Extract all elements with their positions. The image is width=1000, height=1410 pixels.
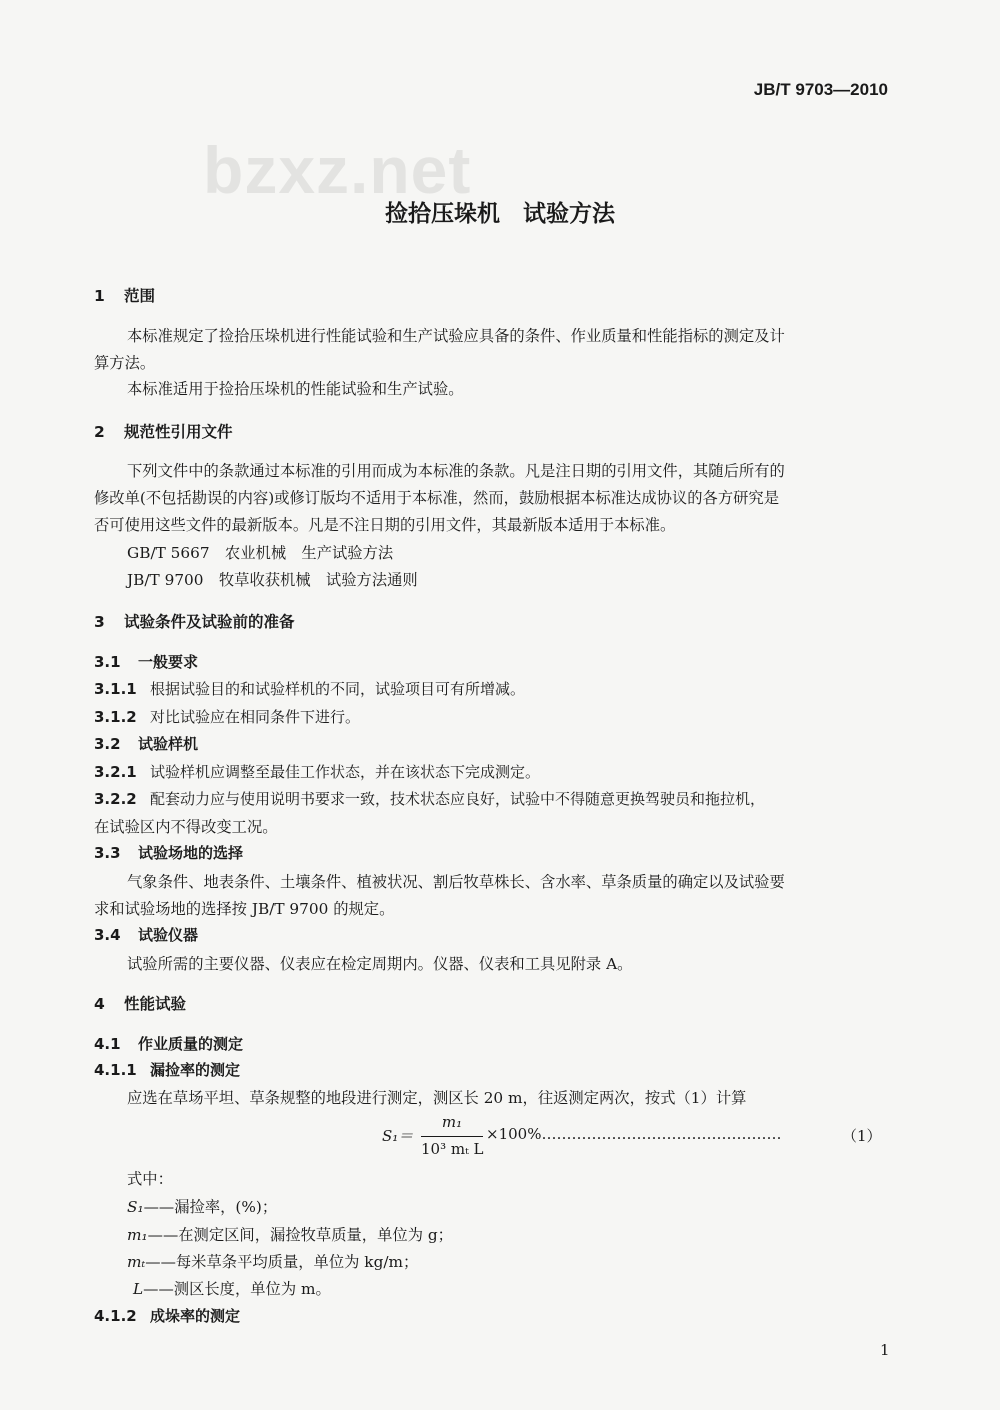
subsection-number: 3.2 — [94, 735, 121, 753]
variable-definition — [133, 1277, 331, 1299]
reference-item — [127, 541, 393, 563]
page-title: 捡拾压垛机 试验方法 — [385, 201, 615, 227]
reference-code: GB/T 5667 — [127, 544, 210, 562]
variable-symbol: m₁ — [127, 1226, 148, 1244]
section-title: 范围 — [124, 287, 156, 305]
section-title: 试验条件及试验前的准备 — [124, 613, 295, 631]
paragraph: 否可使用这些文件的最新版本。凡是不注日期的引用文件，其最新版本适用于本标准。 — [94, 516, 676, 534]
clause-text: 试验样机应调整至最佳工作状态，并在该状态下完成测定。 — [150, 763, 541, 781]
subsection-heading — [94, 924, 198, 945]
paragraph: 本标准适用于捡拾压垛机的性能试验和生产试验。 — [127, 380, 464, 398]
subsection-number: 4.1 — [94, 1035, 121, 1053]
paragraph: 本标准规定了捡拾压垛机进行性能试验和生产试验应具备的条件、作业质量和性能指标的测定及计 — [127, 327, 785, 345]
paragraph: 气象条件、地表条件、土壤条件、植被状况、割后牧草株长、含水率、草条质量的确定以及试验要 — [127, 873, 785, 891]
subsection-heading — [94, 1033, 243, 1054]
subsection-heading — [94, 651, 198, 672]
section-2-heading — [94, 420, 233, 442]
clause-text: 根据试验目的和试验样机的不同，试验项目可有所增减。 — [150, 680, 526, 698]
subsection-title: 试验样机 — [138, 735, 199, 753]
clause-title: 漏捡率的测定 — [150, 1061, 241, 1079]
variable-description: ——每米草条平均质量，单位为 kg/m； — [145, 1253, 419, 1271]
paragraph: 修改单(不包括勘误的内容)或修订版均不适用于本标准，然而，鼓励根据本标准达成协议的各方研究是 — [94, 489, 780, 507]
formula-number: （1） — [842, 1127, 882, 1145]
clause-number: 3.1.2 — [94, 708, 137, 726]
formula-lhs: S₁＝ — [382, 1127, 414, 1145]
paragraph: 试验所需的主要仪器、仪表应在检定周期内。仪器、仪表和工具见附录 A。 — [127, 955, 633, 973]
formula-rhs: ×100%………………………………………… — [486, 1125, 782, 1143]
clause-number: 4.1.1 — [94, 1061, 137, 1079]
clause-number: 3.2.1 — [94, 763, 137, 781]
clause — [94, 788, 765, 809]
subsection-title: 一般要求 — [138, 653, 199, 671]
reference-code: JB/T 9700 — [127, 571, 204, 589]
paragraph: 下列文件中的条款通过本标准的引用而成为本标准的条款。凡是注日期的引用文件，其随后所有的 — [127, 462, 785, 480]
clause — [94, 706, 360, 727]
variable-symbol: S₁ — [127, 1198, 144, 1216]
clause-number: 3.2.2 — [94, 790, 137, 808]
section-1-heading — [94, 284, 155, 306]
subsection-title: 作业质量的测定 — [138, 1035, 244, 1053]
variable-definition — [127, 1223, 453, 1245]
subsection-heading — [94, 842, 243, 863]
paragraph: 求和试验场地的选择按 JB/T 9700 的规定。 — [94, 900, 395, 918]
variable-description: ——漏捡率，(%)； — [143, 1198, 278, 1216]
section-4-heading — [94, 992, 186, 1014]
fraction-bar — [421, 1136, 483, 1137]
clause-number: 3.1.1 — [94, 680, 137, 698]
clause-heading — [94, 1059, 240, 1080]
paragraph: 算方法。 — [94, 354, 156, 372]
formula-numerator: m₁ — [441, 1113, 463, 1131]
variable-definition — [127, 1195, 277, 1217]
subsection-number: 3.4 — [94, 926, 121, 944]
section-title: 规范性引用文件 — [124, 423, 233, 441]
variable-description: ——在测定区间，漏捡牧草质量，单位为 g； — [147, 1226, 453, 1244]
subsection-number: 3.3 — [94, 844, 121, 862]
clause-title: 成垛率的测定 — [150, 1307, 241, 1325]
variable-definition — [127, 1250, 418, 1272]
page-number: 1 — [880, 1341, 890, 1359]
clause-text: 对比试验应在相同条件下进行。 — [150, 708, 361, 726]
reference-item — [127, 568, 418, 590]
clause-number: 4.1.2 — [94, 1307, 137, 1325]
paragraph: 应选在草场平坦、草条规整的地段进行测定，测区长 20 m，往返测定两次，按式（1）计算 — [127, 1089, 747, 1107]
section-number: 4 — [94, 995, 105, 1013]
section-number: 2 — [94, 423, 105, 441]
variable-symbol: mₜ — [127, 1253, 146, 1271]
section-number: 1 — [94, 287, 105, 305]
subsection-title: 试验场地的选择 — [138, 844, 244, 862]
subsection-title: 试验仪器 — [138, 926, 199, 944]
section-3-heading — [94, 610, 295, 632]
clause-heading — [94, 1305, 240, 1326]
reference-name: 农业机械 生产试验方法 — [224, 544, 394, 562]
subsection-number: 3.1 — [94, 653, 121, 671]
formula-denominator: 10³ mₜ L — [421, 1140, 484, 1158]
variable-description: ——测区长度，单位为 m。 — [143, 1280, 331, 1298]
where-label: 式中： — [127, 1170, 173, 1188]
clause — [94, 761, 540, 782]
variable-symbol: L — [133, 1280, 144, 1298]
reference-name: 牧草收获机械 试验方法通则 — [218, 571, 418, 589]
standard-number: JB/T 9703—2010 — [753, 80, 888, 99]
section-title: 性能试验 — [124, 995, 187, 1013]
subsection-heading — [94, 733, 198, 754]
section-number: 3 — [94, 613, 105, 631]
clause-text: 配套动力应与使用说明书要求一致，技术状态应良好，试验中不得随意更换驾驶员和拖拉机， — [150, 790, 766, 808]
clause — [94, 678, 525, 699]
formula-1 — [382, 1113, 882, 1165]
paragraph: 在试验区内不得改变工况。 — [94, 818, 278, 836]
watermark: bzxz.net — [203, 133, 472, 207]
